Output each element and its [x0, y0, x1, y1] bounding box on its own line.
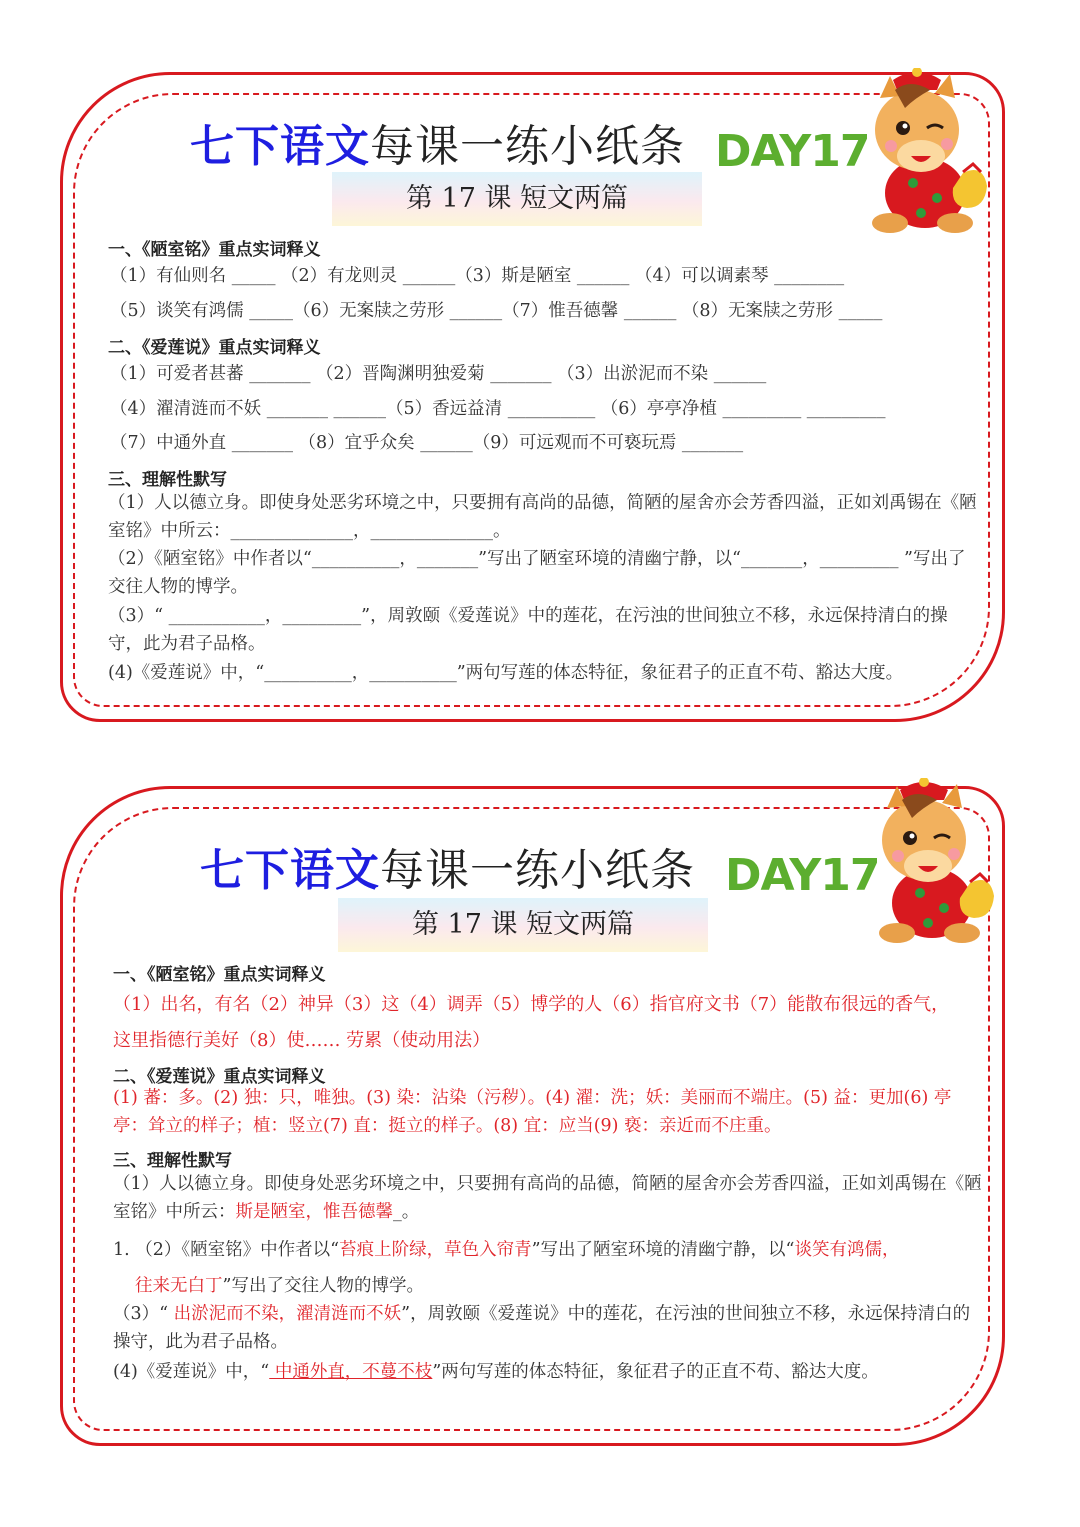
- question-text: 1. （2）《陋室铭》中作者以“: [113, 1240, 340, 1260]
- lesson-subtitle: 第 17 课 短文两篇: [338, 898, 708, 952]
- day-label: DAY17: [715, 126, 870, 177]
- page-title: [200, 834, 695, 898]
- answer-line: 这里指德行美好（8）使…… 劳累（使动用法）: [113, 1030, 491, 1051]
- question-text: ”，周敦颐《爱莲说》中的莲花，在污浊的世间独立不移，永远保持清白的操守，此为君子品格。: [113, 1304, 971, 1352]
- section-heading-dictation: 三、理解性默写: [108, 470, 227, 490]
- section-heading-loushiming: 一、《陋室铭》重点实词释义: [113, 965, 326, 985]
- title-black-part: 每课一练小纸条: [380, 845, 695, 896]
- exercise-line: （5）谈笑有鸿儒 _____（6）无案牍之劳形 ______（7）惟吾德馨 ______ （8）无案牍之劳形 _____: [110, 301, 883, 321]
- lesson-subtitle: 第 17 课 短文两篇: [332, 172, 702, 226]
- title-blue-part: 七下语文: [200, 845, 380, 896]
- question-text: （3）“: [113, 1304, 174, 1324]
- question-with-answer: [113, 1358, 983, 1386]
- page-title: [190, 110, 685, 174]
- exercise-line: （4）濯清涟而不妖 _______ ______（5）香远益清 __________ （6）亭亭净植 _________ _________: [110, 399, 886, 419]
- question-text: （2）《陋室铭》中作者以“__________，_______”写出了陋室环境的清幽宁静，以“_______，_________ ”写出了交往人物的博学。: [108, 549, 966, 597]
- section-heading-loushiming: 一、《陋室铭》重点实词释义: [108, 240, 321, 260]
- exercise-line: （7）中通外直 _______ （8）宜乎众矣 ______（9）可远观而不可亵玩焉 _______: [110, 433, 744, 453]
- question-with-answer: [113, 1232, 983, 1304]
- section-heading-ailianshuo: 二、《爱莲说》重点实词释义: [108, 338, 321, 358]
- question-text: （1）人以德立身。即使身处恶劣环境之中，只要拥有高尚的品德，简陋的屋舍亦会芳香四溢，正如刘禹锡在《陋室铭》中所云：______________，______________。: [108, 493, 977, 541]
- horse-mascot-icon: [862, 778, 1002, 948]
- exercise-line: （1）可爱者甚蕃 _______ （2）晋陶渊明独爱菊 _______ （3）出淤泥而不染 ______: [110, 364, 767, 384]
- question-text: ”写出了陋室环境的清幽宁静，以“: [531, 1240, 795, 1260]
- answer-text: 出淤泥而不染，濯清涟而不妖: [173, 1304, 402, 1324]
- question-text: ”两句写莲的体态特征，象征君子的正直不苟、豁达大度。: [432, 1362, 879, 1382]
- answer-line: （1）出名，有名（2）神异（3）这（4）调弄（5）博学的人（6）指官府文书（7）能散布很远的香气，: [113, 994, 950, 1015]
- question-with-answer: [113, 1170, 983, 1226]
- answer-text: 中通外直，不蔓不枝: [269, 1362, 433, 1382]
- title-blue-part: 七下语文: [190, 121, 370, 172]
- answer-paragraph: (1) 蕃：多。(2) 独：只，唯独。(3) 染：沾染（污秽）。(4) 濯：洗；妖：美丽而不端庄。(5) 益：更加(6) 亭亭：耸立的样子；植：竖立(7) 直：挺立的样子。(8) 宜：应当(9) 亵：亲近而不庄重。: [113, 1088, 952, 1136]
- answer-text: 谈笑有鸿儒，: [794, 1240, 900, 1260]
- answer-text: 斯是陋室，惟吾德馨: [235, 1202, 393, 1222]
- question-with-answer: [113, 1300, 983, 1356]
- question-text: (4)《爱莲说》中，“__________，__________”两句写莲的体态特征，象征君子的正直不苟、豁达大度。: [108, 663, 904, 683]
- section-heading-ailianshuo: 二、《爱莲说》重点实词释义: [113, 1067, 326, 1087]
- question-text: (4)《爱莲说》中，“: [113, 1362, 270, 1382]
- title-black-part: 每课一练小纸条: [370, 121, 685, 172]
- question-text: （3）“ ___________，_________”，周敦颐《爱莲说》中的莲花，在污浊的世间独立不移，永远保持清白的操守，此为君子品格。: [108, 606, 948, 654]
- question-text: ”写出了交往人物的博学。: [222, 1276, 424, 1296]
- answer-text: 苔痕上阶绿，草色入帘青: [339, 1240, 532, 1260]
- answer-text: 往来无白丁: [135, 1276, 223, 1296]
- day-label: DAY17: [725, 850, 880, 901]
- section-heading-dictation: 三、理解性默写: [113, 1151, 232, 1171]
- horse-mascot-icon: [855, 68, 995, 238]
- question-text: _。: [393, 1202, 420, 1222]
- exercise-line: （1）有仙则名 _____ （2）有龙则灵 ______（3）斯是陋室 ______ （4）可以调素琴 ________: [110, 266, 845, 286]
- question-text: （1）人以德立身。即使身处恶劣环境之中，只要拥有高尚的品德，简陋的屋舍亦会芳香四溢，正如刘禹锡在《陋室铭》中所云：: [113, 1174, 982, 1222]
